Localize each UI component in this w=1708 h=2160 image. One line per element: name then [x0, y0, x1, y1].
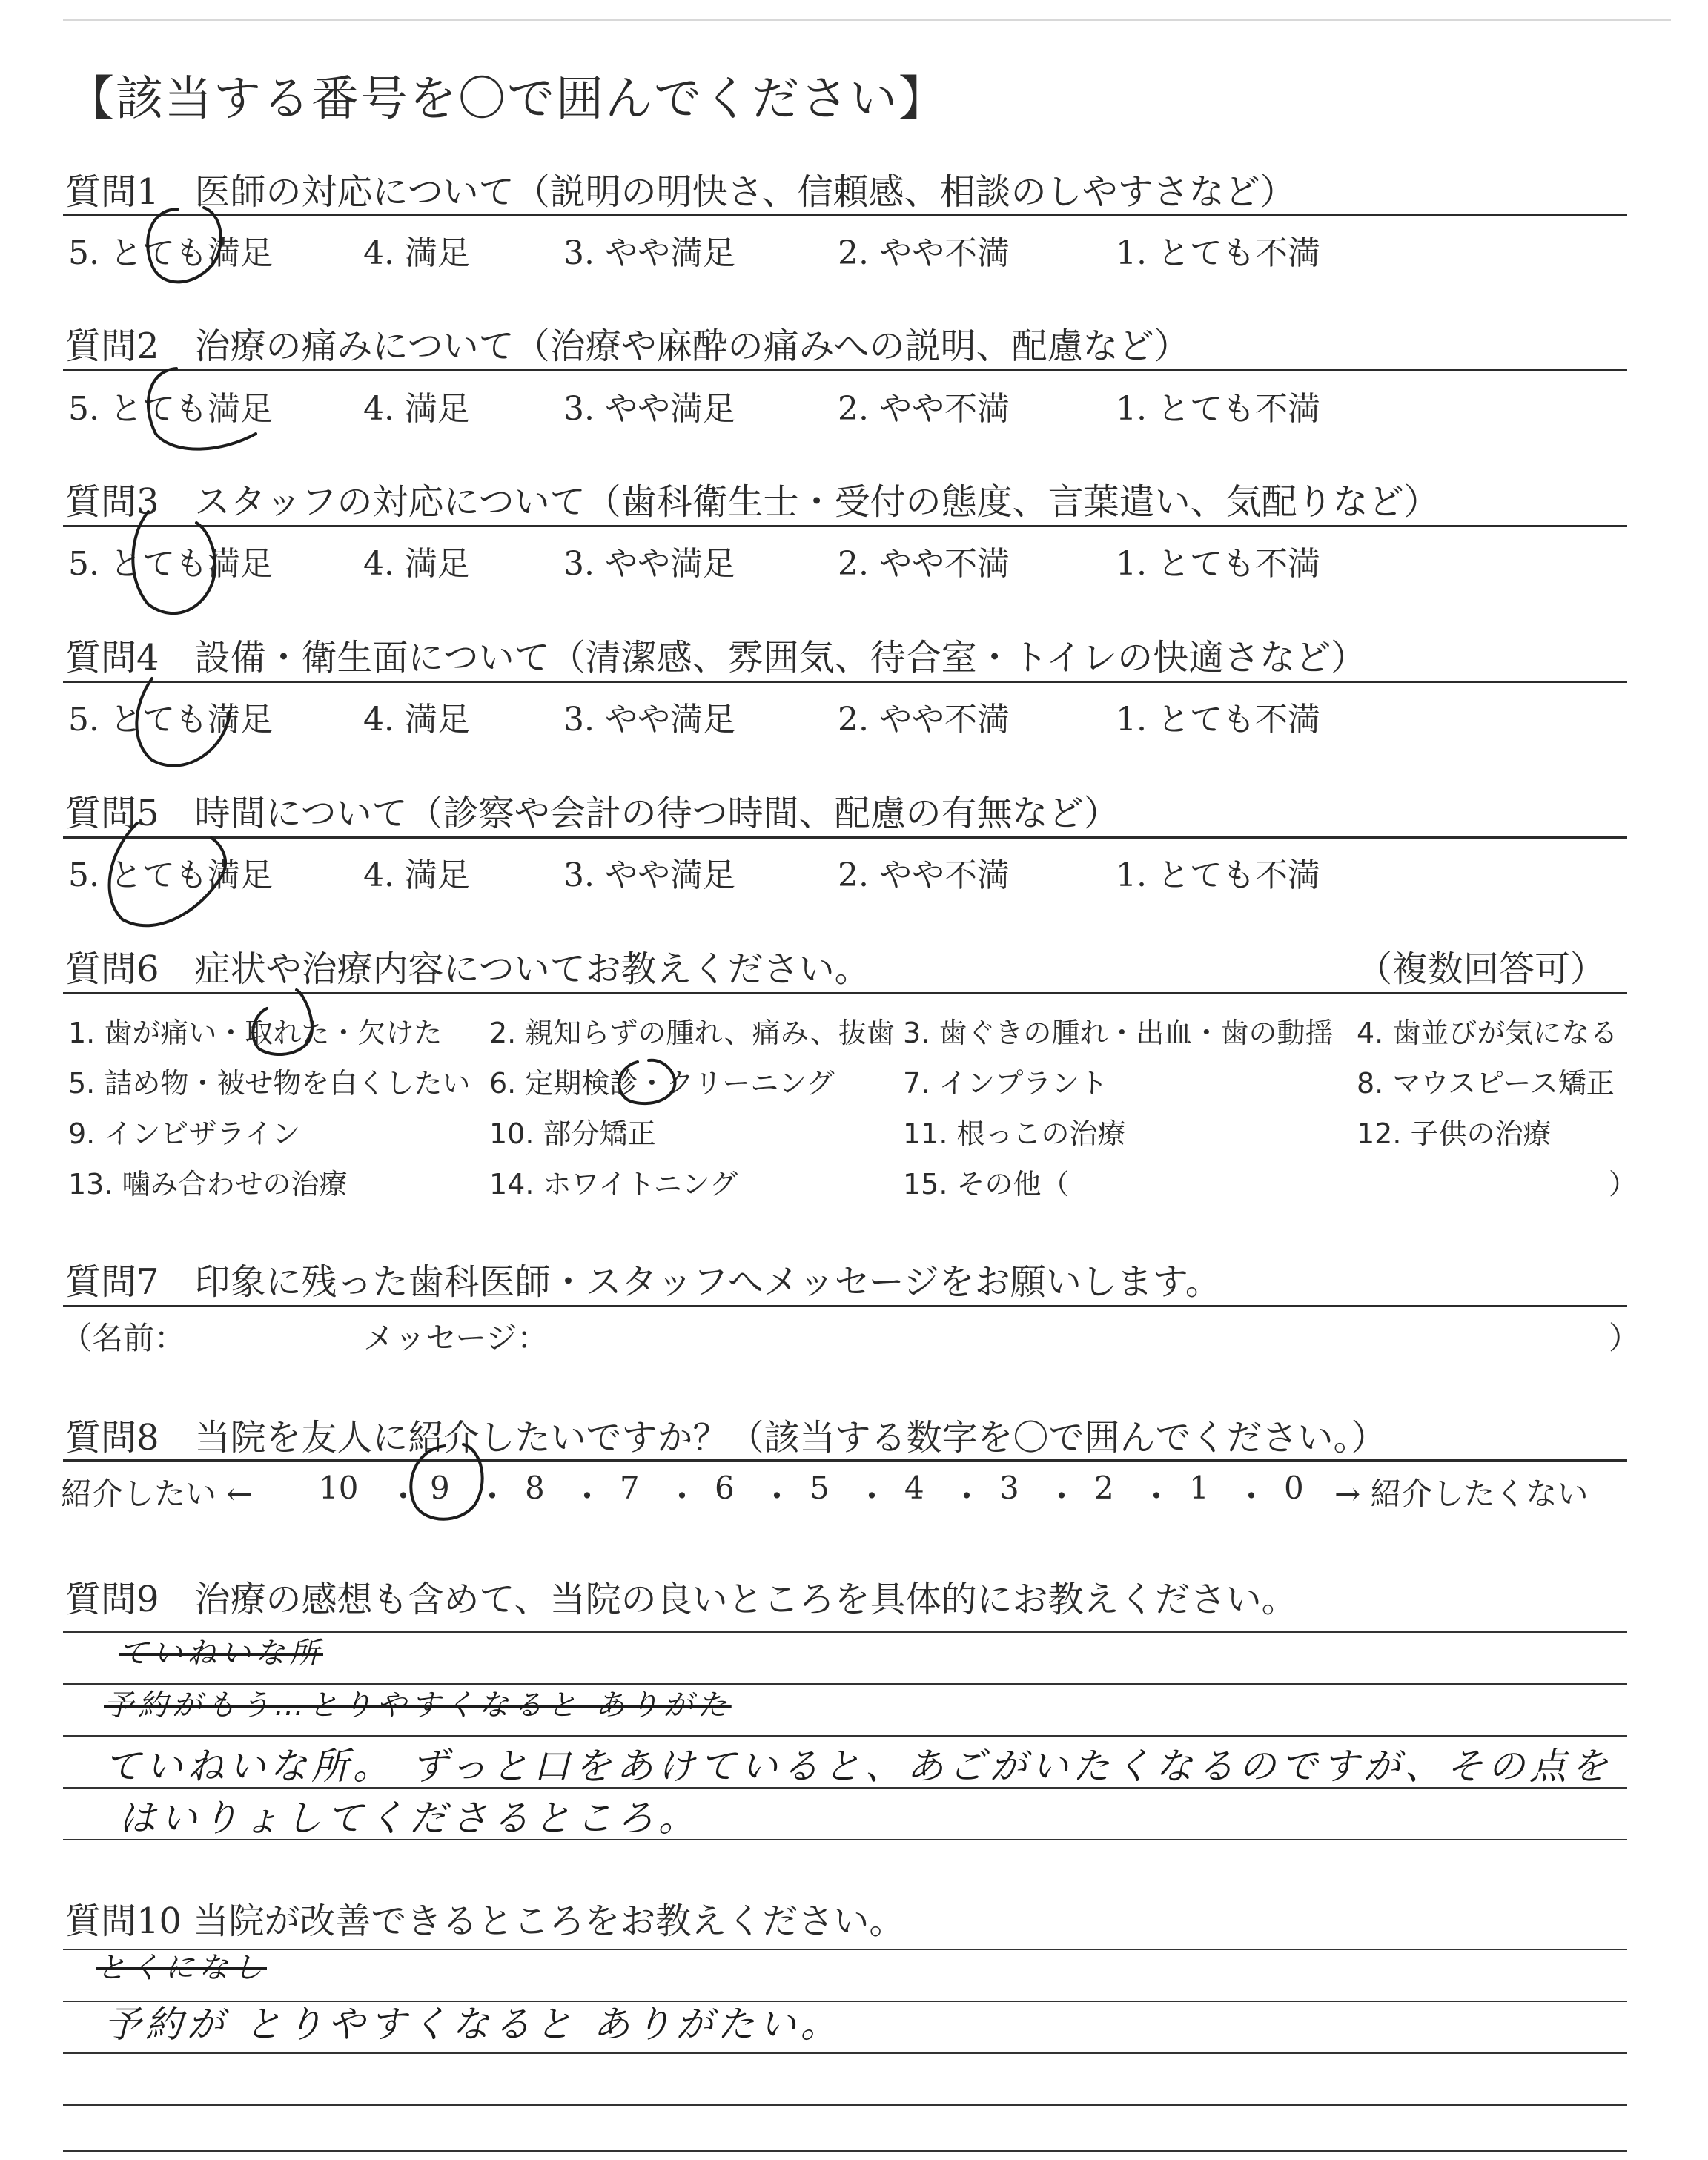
question-3-label: 質問3 スタッフの対応について（歯科衛生士・受付の態度、言葉遣い、気配りなど）	[65, 481, 1440, 523]
q8-option-1[interactable]: 1	[1189, 1470, 1209, 1506]
q3-option-1[interactable]: 1. とても不満	[1116, 545, 1320, 583]
q5-option-3[interactable]: 3. やや満足	[563, 856, 735, 894]
q2-option-1[interactable]: 1. とても不満	[1116, 390, 1320, 428]
question-7-rule	[63, 1305, 1627, 1307]
question-4-label: 質問4 設備・衛生面について（清潔感、雰囲気、待合室・トイレの快適さなど）	[65, 637, 1367, 678]
q6-item-1[interactable]: 1. 歯が痛い・取れた・欠けた	[68, 1017, 443, 1049]
q8-separator: ・	[855, 1478, 888, 1516]
q8-separator: ・	[1140, 1478, 1173, 1516]
question-10-label: 質問10 当院が改善できるところをお教えください。	[65, 1900, 905, 1942]
q6-item-6[interactable]: 6. 定期検診・クリーニング	[489, 1067, 835, 1100]
question-7-label: 質問7 印象に残った歯科医師・スタッフへメッセージをお願いします。	[65, 1261, 1221, 1303]
q8-separator: ・	[476, 1478, 509, 1516]
q3-option-4[interactable]: 4. 満足	[363, 545, 470, 583]
q8-separator: ・	[761, 1478, 793, 1516]
q9-struck-text-2: 予約がもう…とりやすくなると ありがた	[104, 1688, 732, 1723]
q6-item-3[interactable]: 3. 歯ぐきの腫れ・出血・歯の動揺	[903, 1017, 1334, 1049]
q6-item-10[interactable]: 10. 部分矯正	[489, 1117, 656, 1150]
q8-option-3[interactable]: 3	[999, 1470, 1019, 1506]
q2-option-5[interactable]: 5. とても満足	[68, 390, 273, 428]
q8-separator: ・	[1235, 1478, 1268, 1516]
q8-right-label: → 紹介したくない	[1334, 1476, 1589, 1512]
q4-option-4[interactable]: 4. 満足	[363, 701, 470, 739]
question-5-rule	[63, 836, 1627, 839]
q6-item-14[interactable]: 14. ホワイトニング	[489, 1168, 738, 1200]
q6-item-15-close: ）	[1609, 1168, 1638, 1200]
q6-item-12[interactable]: 12. 子供の治療	[1357, 1117, 1552, 1150]
q1-option-2[interactable]: 2. やや不満	[838, 234, 1010, 272]
question-6-note: （複数回答可）	[1357, 948, 1606, 990]
q8-separator: ・	[387, 1478, 420, 1516]
q2-option-2[interactable]: 2. やや不満	[838, 390, 1010, 428]
question-2-label: 質問2 治療の痛みについて（治療や麻酔の痛みへの説明、配慮など）	[65, 326, 1190, 367]
q8-option-2[interactable]: 2	[1094, 1470, 1114, 1506]
q8-left-label: 紹介したい ←	[61, 1476, 253, 1512]
q2-option-3[interactable]: 3. やや満足	[563, 390, 735, 428]
q6-item-2[interactable]: 2. 親知らずの腫れ、痛み、抜歯	[489, 1017, 895, 1049]
question-1-rule	[63, 214, 1627, 216]
q4-option-1[interactable]: 1. とても不満	[1116, 701, 1320, 739]
question-2-rule	[63, 369, 1627, 371]
q6-item-7[interactable]: 7. インプラント	[903, 1067, 1108, 1100]
q7-close-paren: ）	[1609, 1320, 1641, 1356]
q4-option-3[interactable]: 3. やや満足	[563, 701, 735, 739]
q3-option-3[interactable]: 3. やや満足	[563, 545, 735, 583]
q2-option-4[interactable]: 4. 満足	[363, 390, 470, 428]
question-3-rule	[63, 525, 1627, 527]
q1-option-3[interactable]: 3. やや満足	[563, 234, 735, 272]
q10-answer-line-1: 予約が とりやすくなると ありがたい。	[104, 2003, 842, 2046]
question-1-label: 質問1 医師の対応について（説明の明快さ、信頼感、相談のしやすさなど）	[65, 171, 1296, 213]
q5-option-1[interactable]: 1. とても不満	[1116, 856, 1320, 894]
question-8-rule	[63, 1459, 1627, 1462]
q8-option-10[interactable]: 10	[319, 1470, 359, 1506]
q1-option-4[interactable]: 4. 満足	[363, 234, 470, 272]
q6-item-9[interactable]: 9. インビザライン	[68, 1117, 301, 1150]
q6-item-15[interactable]: 15. その他（	[903, 1168, 1070, 1200]
q8-option-5[interactable]: 5	[810, 1470, 830, 1506]
q6-item-4[interactable]: 4. 歯並びが気になる	[1357, 1017, 1618, 1049]
q4-option-2[interactable]: 2. やや不満	[838, 701, 1010, 739]
q8-option-7[interactable]: 7	[620, 1470, 640, 1506]
q7-message-label: メッセージ：	[363, 1320, 549, 1356]
question-8-label: 質問8 当院を友人に紹介したいですか？（該当する数字を〇で囲んでください。）	[65, 1417, 1387, 1459]
q9-struck-text-1: ていねいな所	[119, 1636, 323, 1671]
page-title: 【該当する番号を〇で囲んでください】	[67, 72, 947, 127]
q1-option-1[interactable]: 1. とても不満	[1116, 234, 1320, 272]
q8-separator: ・	[571, 1478, 603, 1516]
question-6-rule	[63, 992, 1627, 994]
q8-option-8[interactable]: 8	[525, 1470, 545, 1506]
q10-struck-text-1: とくになし	[96, 1951, 267, 1985]
q9-answer-line-2: はいりょしてくださるところ。	[119, 1797, 700, 1840]
q9-answer-line-1: ていねいな所。 ずっと口をあけていると、あごがいたくなるのですが、その点を	[104, 1745, 1612, 1788]
q5-option-4[interactable]: 4. 満足	[363, 856, 470, 894]
q6-item-5[interactable]: 5. 詰め物・被せ物を白くしたい	[68, 1067, 471, 1100]
q10-line-1	[63, 1949, 1627, 1950]
q1-option-5[interactable]: 5. とても満足	[68, 234, 273, 272]
q10-line-4	[63, 2104, 1627, 2106]
q8-separator: ・	[666, 1478, 698, 1516]
q3-option-5[interactable]: 5. とても満足	[68, 545, 273, 583]
q6-item-8[interactable]: 8. マウスピース矯正	[1357, 1067, 1615, 1100]
question-4-rule	[63, 681, 1627, 683]
q4-option-5[interactable]: 5. とても満足	[68, 701, 273, 739]
q5-option-5[interactable]: 5. とても満足	[68, 856, 273, 894]
question-9-label: 質問9 治療の感想も含めて、当院の良いところを具体的にお教えください。	[65, 1579, 1297, 1620]
top-edge-line	[63, 19, 1671, 21]
question-6-label: 質問6 症状や治療内容についてお教えください。	[65, 948, 870, 990]
q10-line-3	[63, 2052, 1627, 2054]
q8-option-6[interactable]: 6	[715, 1470, 735, 1506]
q8-option-0[interactable]: 0	[1284, 1470, 1304, 1506]
q3-option-2[interactable]: 2. やや不満	[838, 545, 1010, 583]
q8-option-9[interactable]: 9	[430, 1470, 450, 1506]
q8-separator: ・	[950, 1478, 983, 1516]
q10-line-5	[63, 2150, 1627, 2152]
q7-name-label: （名前：	[61, 1320, 186, 1356]
q6-item-13[interactable]: 13. 噛み合わせの治療	[68, 1168, 348, 1200]
q5-option-2[interactable]: 2. やや不満	[838, 856, 1010, 894]
q6-item-11[interactable]: 11. 根っこの治療	[903, 1117, 1126, 1150]
q8-separator: ・	[1045, 1478, 1078, 1516]
question-5-label: 質問5 時間について（診察や会計の待つ時間、配慮の有無など）	[65, 793, 1119, 834]
q8-option-4[interactable]: 4	[904, 1470, 924, 1506]
